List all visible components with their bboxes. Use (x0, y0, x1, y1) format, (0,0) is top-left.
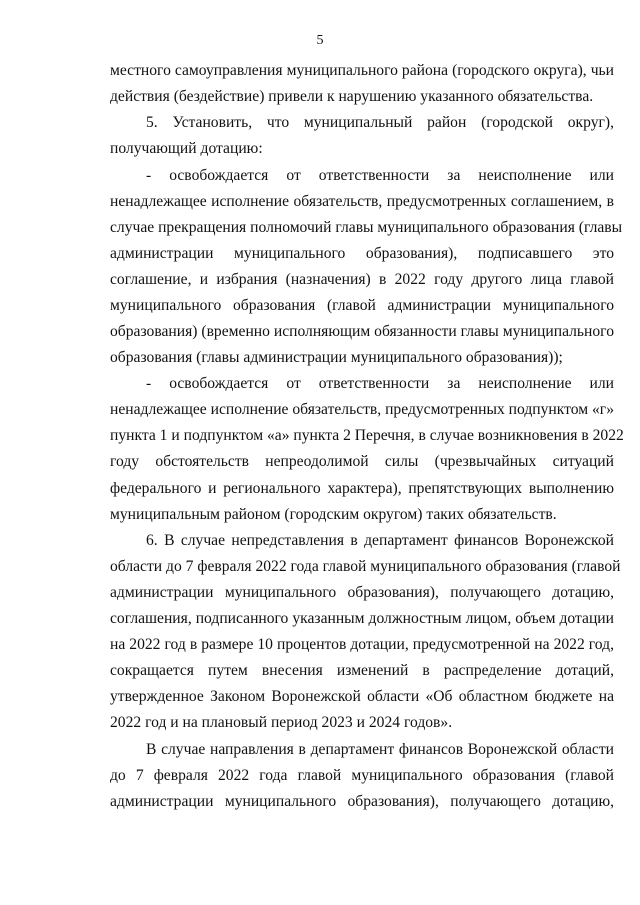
text-line: администрации муниципального образования), получающего дотацию, (110, 793, 614, 810)
text-line: образования (главы администрации муниципального образования)); (110, 349, 563, 366)
text-line: муниципальным районом (городским округом) таких обязательств. (110, 506, 557, 523)
text-line: до 7 февраля 2022 года главой муниципального образования (главой (110, 767, 614, 784)
text-line: ненадлежащее исполнение обязательств, предусмотренных соглашением, в (110, 193, 614, 210)
text-line: администрации муниципального образования), получающего дотацию, (110, 584, 614, 601)
text-line: сокращается путем внесения изменений в распределение дотаций, (110, 662, 614, 679)
text-line: образования) (временно исполняющим обязанности главы муниципального (110, 323, 614, 340)
text-line: утвержденное Законом Воронежской области «Об областном бюджете на (110, 688, 614, 705)
text-line: соглашения, подписанного указанным должностным лицом, объем дотации (110, 610, 614, 627)
text-line: В случае направления в департамент финансов Воронежской области (146, 741, 614, 758)
text-line: федерального и регионального характера), препятствующих выполнению (110, 480, 614, 497)
text-line: ненадлежащее исполнение обязательств, предусмотренных подпунктом «г» (110, 401, 614, 418)
page-number: 5 (316, 33, 324, 48)
text-line: муниципального образования (главой администрации муниципального (110, 297, 614, 314)
text-line: администрации муниципального образования), подписавшего это (110, 245, 614, 262)
text-line: пункта 1 и подпунктом «а» пункта 2 Перечня, в случае возникновения в 2022 (110, 427, 624, 444)
text-line: случае прекращения полномочий главы муниципального образования (главы (110, 219, 623, 236)
text-line: на 2022 год в размере 10 процентов дотации, предусмотренной на 2022 год, (110, 636, 614, 653)
text-line: местного самоуправления муниципального района (городского округа), чьи (110, 62, 614, 79)
text-line: 5. Установить, что муниципальный район (городской округ), (146, 114, 614, 131)
text-line: 2022 год и на плановый период 2023 и 2024 годов». (110, 714, 453, 731)
text-line: - освобождается от ответственности за неисполнение или (146, 167, 614, 184)
text-line: получающий дотацию: (110, 140, 263, 157)
text-line: году обстоятельств непреодолимой силы (чрезвычайных ситуаций (110, 453, 614, 470)
text-line: соглашение, и избрания (назначения) в 2022 году другого лица главой (110, 271, 614, 288)
text-line: - освобождается от ответственности за неисполнение или (146, 375, 614, 392)
text-line: действия (бездействие) привели к нарушению указанного обязательства. (110, 88, 594, 105)
text-line: области до 7 февраля 2022 года главой муниципального образования (главой (110, 558, 621, 575)
text-line: 6. В случае непредставления в департамент финансов Воронежской (146, 532, 614, 549)
